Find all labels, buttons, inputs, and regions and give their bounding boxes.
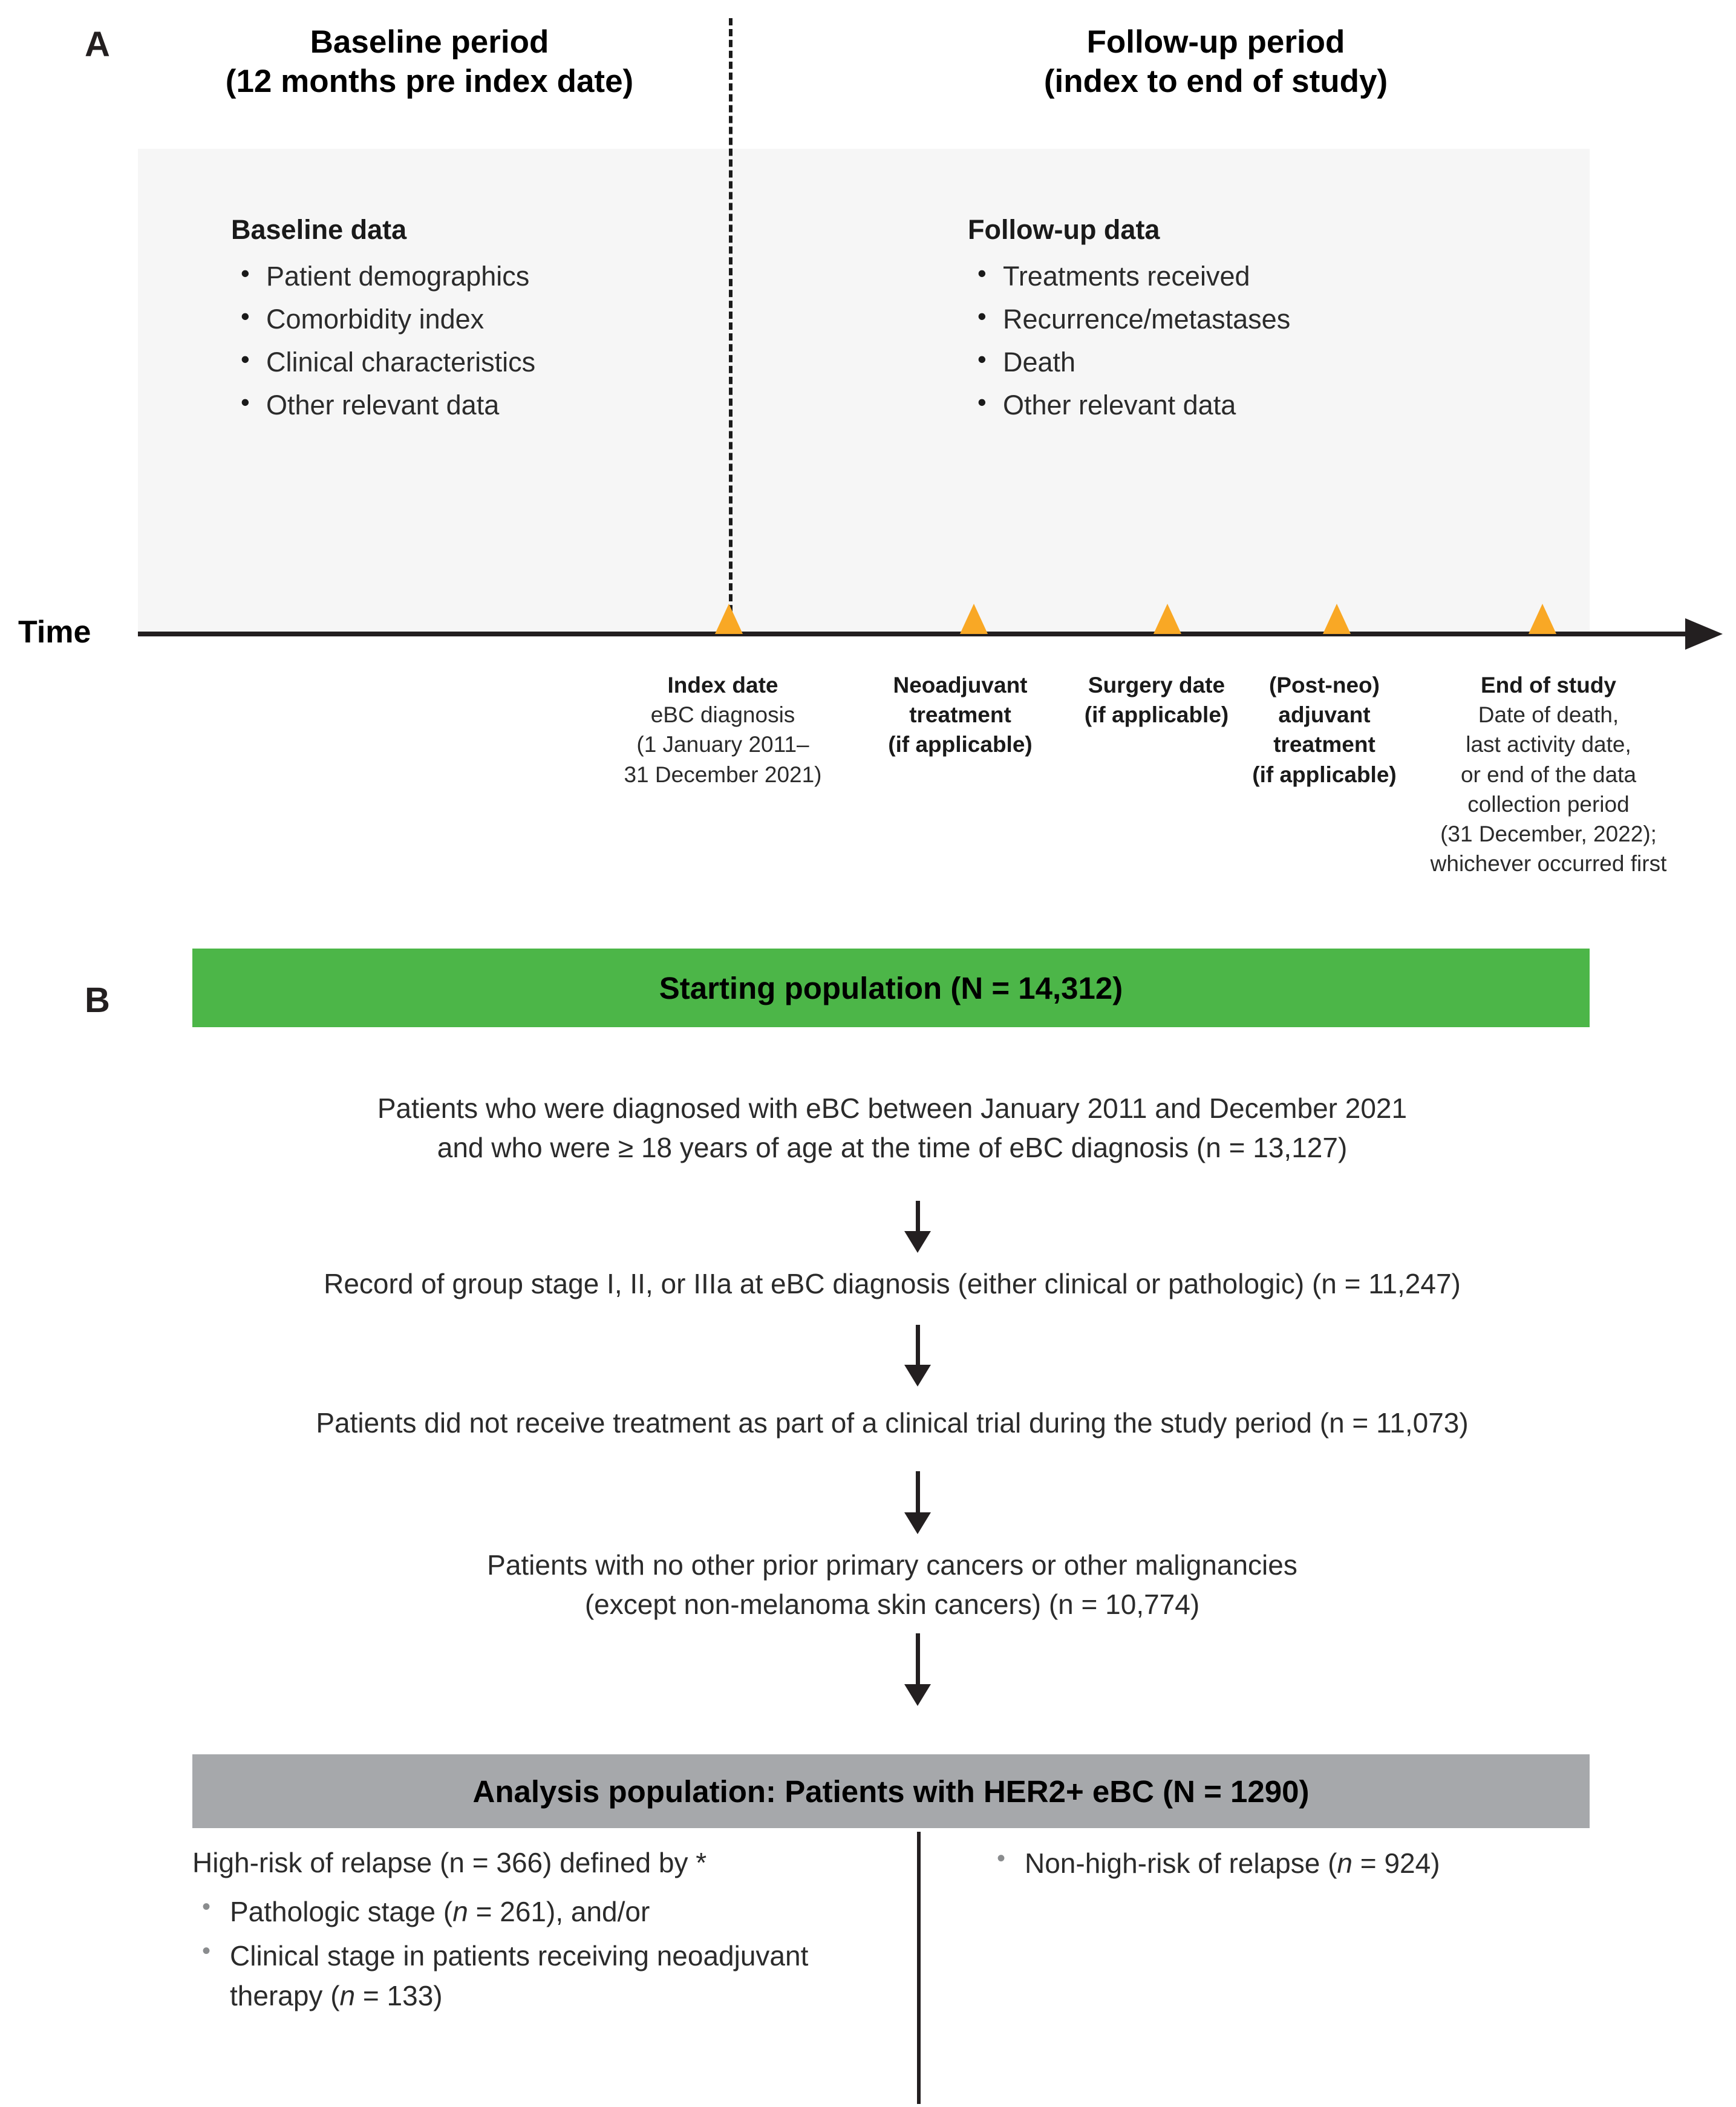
list-item <box>977 1844 1691 1883</box>
timeline-label-sub: 31 December 2021) <box>624 762 822 787</box>
followup-data-block <box>968 215 1290 426</box>
flow-step-line: Patients who were diagnosed with eBC between January 2011 and December 2021 <box>377 1093 1408 1124</box>
followup-period-header <box>895 23 1536 101</box>
timeline-label-title: Neoadjuvant <box>893 673 1028 697</box>
criterion-n-symbol: n <box>1337 1847 1353 1879</box>
time-axis-arrowhead-icon <box>1685 618 1723 650</box>
timeline-label-sub: eBC diagnosis <box>650 702 795 728</box>
timeline-marker-end-of-study <box>1529 604 1556 634</box>
analysis-population-bar <box>192 1754 1590 1828</box>
list-item: • Treatments received <box>1003 255 1290 298</box>
timeline-label-sub: (if applicable) <box>1252 762 1397 787</box>
criterion-text-pre: Non-high-risk of relapse ( <box>1025 1847 1337 1879</box>
timeline-label-sub: Date of death, <box>1478 702 1619 728</box>
list-item: • Comorbidity index <box>266 298 535 341</box>
baseline-data-block <box>231 215 535 426</box>
timeline-label-end-of-study <box>1397 670 1700 878</box>
panel-b-letter: B <box>85 981 110 1020</box>
high-risk-criteria-list <box>192 1892 888 2016</box>
flow-step-2 <box>203 1264 1582 1304</box>
panel-a-letter: A <box>85 25 110 64</box>
list-item <box>192 1892 888 1932</box>
flow-step-3 <box>181 1403 1603 1443</box>
followup-data-list <box>968 255 1290 426</box>
timeline-label-title: Index date <box>667 673 778 697</box>
timeline-label-sub: (if applicable) <box>1084 702 1229 728</box>
starting-population-bar <box>192 949 1590 1027</box>
high-risk-column <box>192 1844 888 2020</box>
time-axis-label: Time <box>18 615 91 650</box>
non-high-risk-list <box>977 1844 1691 1883</box>
list-item: • Other relevant data <box>1003 384 1290 426</box>
index-date-dashed-divider <box>729 18 733 634</box>
high-risk-lead: High-risk of relapse (n = 366) defined by * <box>192 1847 707 1878</box>
timeline-label-title: Surgery date <box>1088 673 1225 697</box>
flow-step-1 <box>203 1089 1582 1168</box>
timeline-label-sub: whichever occurred first <box>1430 851 1667 877</box>
baseline-period-line1: Baseline period <box>310 24 549 60</box>
timeline-label-title: treatment <box>909 702 1011 728</box>
timeline-label-title: adjuvant <box>1278 702 1371 728</box>
baseline-data-list <box>231 255 535 426</box>
timeline-marker-neoadjuvant <box>960 604 988 634</box>
flow-arrow-down-icon <box>904 1201 931 1253</box>
flow-step-4 <box>203 1546 1582 1625</box>
criterion-text-post: = 133) <box>355 1979 443 2011</box>
analysis-population-label: Analysis population: Patients with HER2+ eBC (N = 1290) <box>472 1774 1310 1809</box>
risk-group-divider <box>917 1832 921 2104</box>
list-item: • Recurrence/metastases <box>1003 298 1290 341</box>
followup-period-line1: Follow-up period <box>1086 24 1345 60</box>
panel-a-study-design <box>0 0 1736 920</box>
starting-population-label: Starting population (N = 14,312) <box>659 970 1123 1005</box>
flow-step-line: and who were ≥ 18 years of age at the time of eBC diagnosis (n = 13,127) <box>437 1132 1348 1164</box>
criterion-text-post: = 924) <box>1353 1847 1440 1879</box>
timeline-label-sub: last activity date, <box>1466 732 1631 757</box>
baseline-period-header <box>145 23 714 101</box>
flow-step-line: Patients with no other prior primary cancers or other malignancies <box>487 1549 1297 1581</box>
timeline-label-sub: collection period <box>1467 791 1630 817</box>
flow-step-line: (except non-melanoma skin cancers) (n = 10,774) <box>584 1589 1200 1621</box>
list-item: • Patient demographics <box>266 255 535 298</box>
criterion-n-symbol: n <box>452 1896 468 1928</box>
criterion-text-pre: Clinical stage in patients receiving neoadjuvant therapy ( <box>230 1940 809 2011</box>
timeline-label-sub: (if applicable) <box>888 732 1033 757</box>
timeline-label-sub: (31 December, 2022); <box>1440 822 1657 847</box>
list-item: • Death <box>1003 341 1290 384</box>
followup-data-title: Follow-up data <box>968 214 1160 245</box>
list-item: • Clinical characteristics <box>266 341 535 384</box>
timeline-label-sub: (1 January 2011– <box>636 732 809 757</box>
criterion-n-symbol: n <box>339 1979 356 2011</box>
timeline-marker-surgery <box>1154 604 1181 634</box>
timeline-label-title: (Post-neo) <box>1269 673 1380 697</box>
timeline-label-index-date <box>605 670 841 789</box>
timeline-label-title: End of study <box>1480 673 1617 697</box>
timeline-label-surgery-date <box>1066 670 1247 730</box>
non-high-risk-column <box>977 1844 1691 1888</box>
timeline-label-post-neo-adjuvant-treatment <box>1241 670 1408 789</box>
flow-step-line: Patients did not receive treatment as part of a clinical trial during the study period (n = 11,073) <box>316 1407 1469 1439</box>
flow-step-line: Record of group stage I, II, or IIIa at eBC diagnosis (either clinical or pathologic) (n = 11,247) <box>324 1268 1461 1299</box>
timeline-marker-adjuvant <box>1323 604 1351 634</box>
timeline-label-title: treatment <box>1273 732 1375 757</box>
baseline-period-line2: (12 months pre index date) <box>225 63 634 99</box>
criterion-text-pre: Pathologic stage ( <box>230 1896 453 1928</box>
time-axis-line <box>138 632 1686 636</box>
criterion-text-post: = 261), and/or <box>468 1896 650 1928</box>
list-item: • Other relevant data <box>266 384 535 426</box>
flow-arrow-down-icon <box>904 1633 931 1706</box>
flow-arrow-down-icon <box>904 1325 931 1387</box>
timeline-label-neoadjuvant-treatment <box>856 670 1065 760</box>
flow-arrow-down-icon <box>904 1471 931 1534</box>
followup-period-line2: (index to end of study) <box>1043 63 1388 99</box>
baseline-data-title: Baseline data <box>231 214 407 245</box>
timeline-marker-index-date <box>715 604 743 634</box>
list-item <box>192 1936 888 2016</box>
timeline-label-sub: or end of the data <box>1460 762 1637 787</box>
